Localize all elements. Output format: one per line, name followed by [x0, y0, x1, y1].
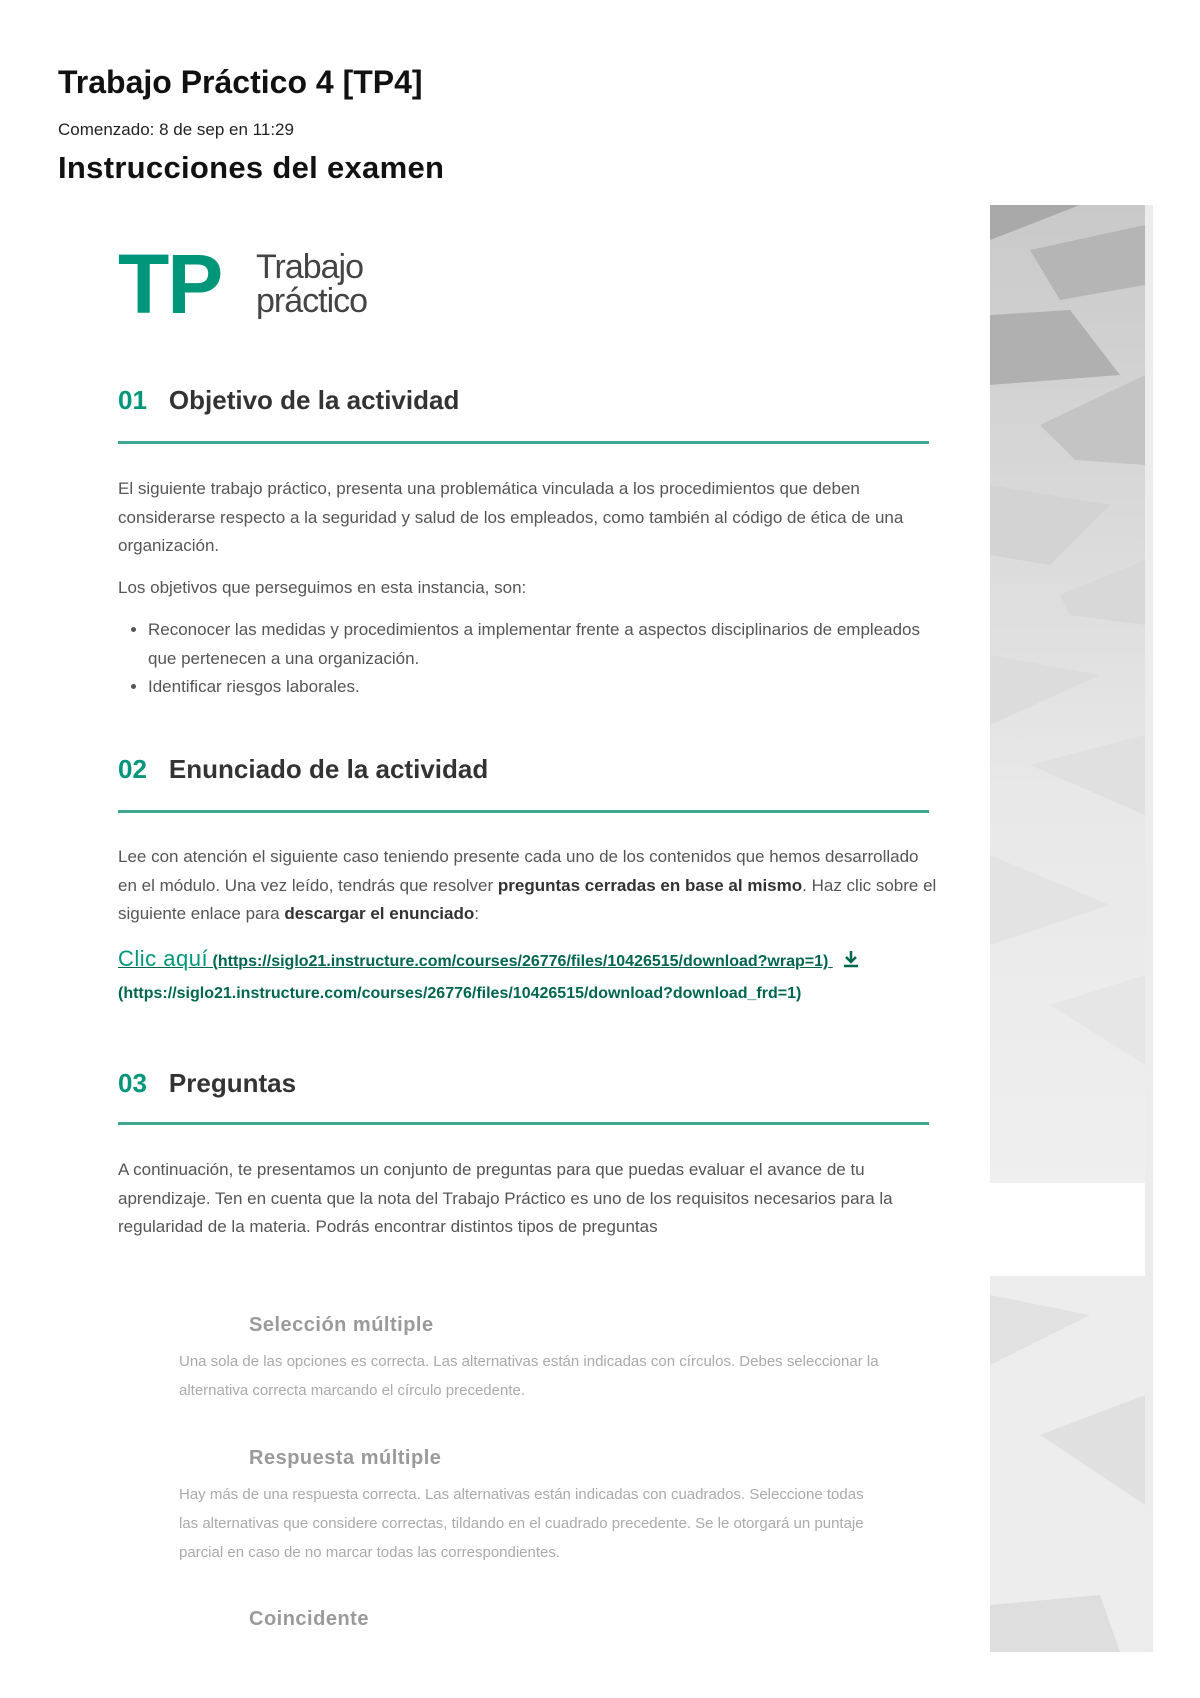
question-type-title: Selección múltiple — [249, 1314, 434, 1336]
text: . Haz clic sobre el siguiente enlace para — [118, 875, 937, 923]
section-title: Objetivo de la actividad — [168, 385, 460, 415]
bold-text: descargar el enunciado — [284, 904, 475, 923]
decorative-architecture-image — [990, 205, 1145, 1652]
section-title: Preguntas — [168, 1068, 297, 1098]
tp-logo — [118, 237, 398, 331]
list-item: • Reconocer las medidas y procedimientos a implementar frente a aspectos disciplinarios de empleados que pertenecen a una organización. — [148, 616, 938, 673]
question-type-title: Coincidente — [249, 1608, 369, 1630]
scrollbar[interactable] — [1145, 205, 1153, 1652]
enunciado-paragraph — [118, 843, 938, 929]
section-heading-enunciado — [118, 754, 488, 785]
download-icon[interactable] — [841, 949, 861, 974]
page-title: Trabajo Práctico 4 [TP4] — [58, 64, 423, 100]
link-label[interactable]: Clic aquí — [118, 946, 209, 971]
logo-tp-letters: TP — [118, 237, 222, 331]
link-url[interactable]: (https://siglo21.instructure.com/courses/26776/files/10426515/download?wrap=1) — [212, 953, 829, 970]
started-timestamp: Comenzado: 8 de sep en 11:29 — [58, 120, 294, 139]
question-type-desc: Una sola de las opciones es correcta. Las alternativas están indicadas con círculos. Debes seleccionar la alternativa correcta marcando el círculo precedente. — [179, 1353, 879, 1399]
list-item: • Identificar riesgos laborales. — [148, 673, 938, 702]
download-statement-link[interactable] — [118, 946, 861, 974]
section-number: 02 — [118, 754, 147, 784]
question-type-desc: Hay más de una respuesta correcta. Las alternativas están indicadas con cuadrados. Seleccione todas las alternativas que considere correctas, tildando en el cuadrado precedente. Se le otorgará un puntaje parcial en caso de no marcar todas las correspondientes. — [179, 1486, 864, 1561]
section-heading-preguntas — [118, 1068, 296, 1099]
objective-paragraph: El siguiente trabajo práctico, presenta una problemática vinculada a los procedimientos que deben considerarse respecto a la seguridad y salud de los empleados, como también al código de ética de una organización. — [118, 479, 904, 555]
logo-text — [256, 250, 367, 318]
logo-line-1: Trabajo — [256, 248, 364, 286]
text: : — [474, 904, 479, 923]
section-number: 03 — [118, 1068, 147, 1098]
section-divider — [118, 810, 929, 813]
text: Lee con atención el siguiente caso teniendo presente cada uno de los contenidos que hemos desarrollado en el módulo. Una vez leído, tendrás que resolver — [118, 847, 919, 895]
bold-text: preguntas cerradas en base al mismo — [497, 875, 803, 895]
download-url-link[interactable]: (https://siglo21.instructure.com/courses/26776/files/10426515/download?download_frd=1) — [118, 985, 802, 1002]
objectives-list — [118, 616, 938, 702]
section-divider — [118, 441, 929, 444]
section-number: 01 — [118, 385, 147, 415]
section-divider — [118, 1122, 929, 1125]
section-heading-objetivo — [118, 385, 459, 416]
logo-line-2: práctico — [256, 282, 368, 320]
objectives-intro: Los objetivos que perseguimos en esta instancia, son: — [118, 578, 527, 597]
section-title: Enunciado de la actividad — [168, 754, 489, 784]
question-type-title: Respuesta múltiple — [249, 1447, 442, 1469]
preguntas-paragraph: A continuación, te presentamos un conjunto de preguntas para que puedas evaluar el avance de tu aprendizaje. Ten en cuenta que la nota del Trabajo Práctico es uno de los requisitos necesarios para la regularidad de la materia. Podrás encontrar distintos tipos de preguntas — [118, 1160, 893, 1236]
instructions-heading: Instrucciones del examen — [58, 150, 445, 185]
